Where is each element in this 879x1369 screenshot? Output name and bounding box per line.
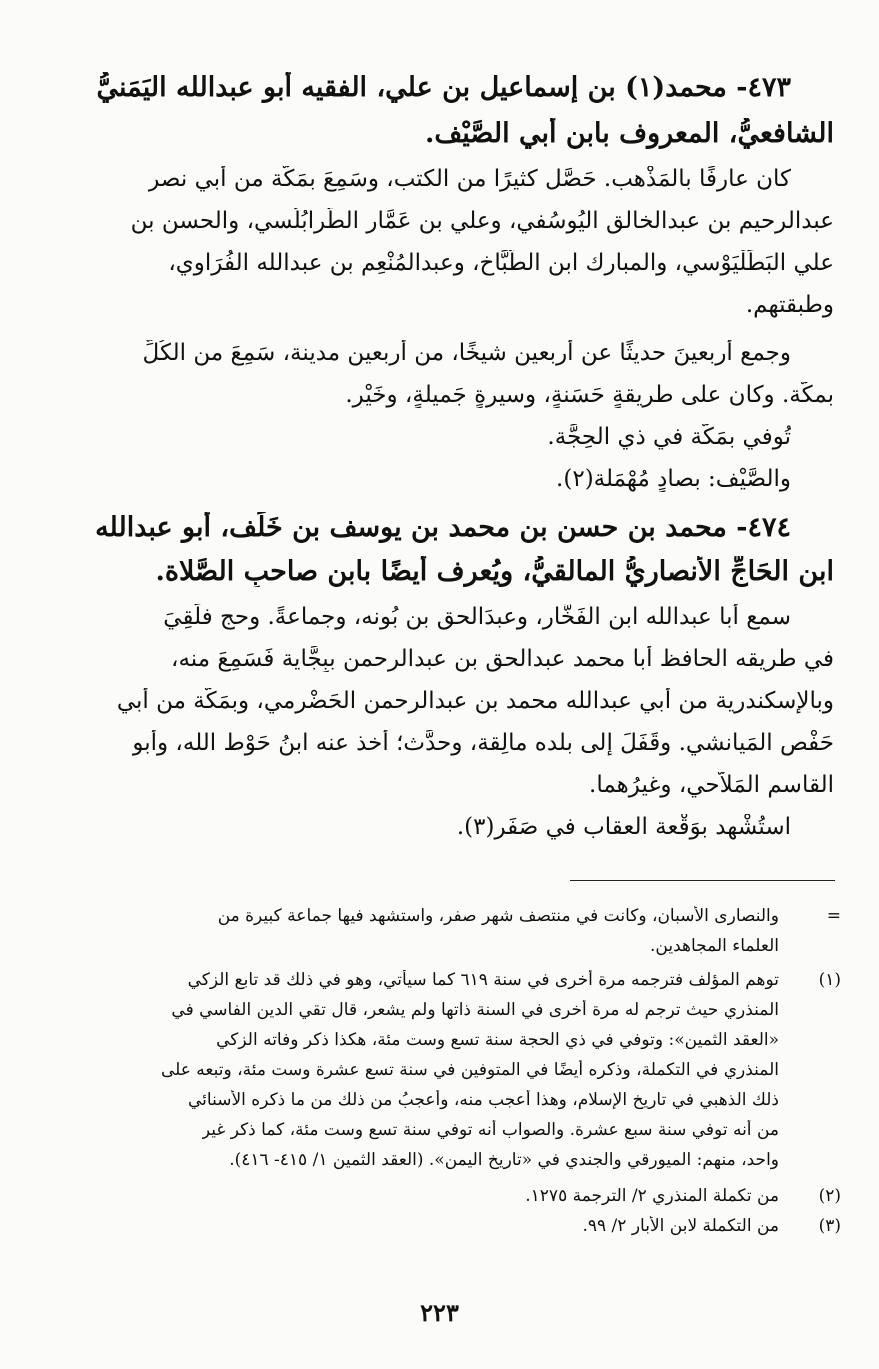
footnote-line: والنصارى الأسبان، وكانت في منتصف شهر صفر، واستشهد فيها جماعة كبيرة من xyxy=(217,906,779,926)
footnote-line: واحد، منهم: الميورقي والجندي في «تاريخ اليمن». (العقد الثمين ١/ ٤١٥- ٤١٦). xyxy=(229,1150,779,1170)
page-number: ٢٢٣ xyxy=(420,1298,459,1327)
footnote-line: ذلك الذهبي في تاريخ الإسلام، وهذا أعجب منه، وأعجبُ من ذلك من ما ذكره الأسنائي xyxy=(188,1090,779,1110)
body-line: كان عارفًا بالمَذْهب. حَصَّل كثيرًا من الكتب، وسَمِعَ بمَكَّة من أبي نصر xyxy=(148,166,791,192)
body-line: علي البَطَلْيَوْسي، والمبارك ابن الطَّبَّاخ، وعبدالمُنْعِم بن عبدالله الفُرَاوي، xyxy=(168,250,834,276)
entry-heading-line: ٤٧٣- محمد(١) بن إسماعيل بن علي، الفقيه أبو عبدالله اليَمَنيُّ xyxy=(96,72,791,103)
body-line: القاسم المَلاَّحي، وغيرُهما. xyxy=(589,772,834,798)
body-line: سمع أبا عبدالله ابن الفَخَّار، وعبدَالحق بن بُونه، وجماعةً. وحج فلَقِيَ xyxy=(163,604,791,630)
footnote-mark: (١) xyxy=(818,970,841,990)
footnote-line: المنذري في التكملة، وذكره أيضًا في المتوفين في سنة تسع عشرة وست مئة، وتبعه على xyxy=(160,1060,779,1080)
entry-heading-line: ٤٧٤- محمد بن حسن بن محمد بن يوسف بن خَلَف، أبو عبدالله xyxy=(95,512,791,543)
footnote-line: المنذري حيث ترجم له مرة أخرى في السنة ذاتها ولم يشعر، قال تقي الدين الفاسي في xyxy=(171,1000,779,1020)
body-line: والصَّيْف: بصادٍ مُهْمَلة(٢). xyxy=(556,466,791,492)
footnote-continuation-mark: = xyxy=(826,906,841,926)
entry-heading-line: ابن الحَاجِّ الأنصاريُّ المالقيُّ، ويُعرف أيضًا بابن صاحبِ الصَّلاة. xyxy=(155,556,834,587)
footnote-line: العلماء المجاهدين. xyxy=(650,936,779,956)
footnote-line: توهم المؤلف فترجمه مرة أخرى في سنة ٦١٩ كما سيأتي، وهو في ذلك قد تابع الزكي xyxy=(187,970,779,990)
body-line: حَفْص المَيانشي. وقَفَلَ إلى بلده مالِقة، وحدَّث؛ أخذ عنه ابنُ حَوْط الله، وأبو xyxy=(132,730,834,756)
entry-heading-line: الشافعيُّ، المعروف بابن أبي الصَّيْف. xyxy=(424,118,834,149)
footnote-line: من أنه توفي سنة سبع عشرة. والصواب أنه توفي سنة تسع وست مئة، كما ذكر غير xyxy=(201,1120,779,1140)
body-line: عبدالرحيم بن عبدالخالق اليُوسُفي، وعلي بن عَمَّار الطَّرابُلُسي، والحسن بن xyxy=(130,208,834,234)
body-line: وبالإسكندرية من أبي عبدالله محمد بن عبدالرحمن الحَضْرمي، وبمَكَّة من أبي xyxy=(116,688,834,714)
footnote-divider xyxy=(570,880,835,881)
footnote-line: من تكملة المنذري ٢/ الترجمة ١٢٧٥. xyxy=(525,1186,779,1206)
footnote-mark: (٣) xyxy=(818,1216,841,1236)
body-line: وطبقتهم. xyxy=(745,292,834,318)
body-line: بمكَّة. وكان على طريقةٍ حَسَنةٍ، وسيرةٍ جَميلةٍ، وخَيْرٍ. xyxy=(345,382,834,408)
body-line: وجمع أربعينَ حديثًا عن أربعين شيخًا، من أربعين مدينة، سَمِعَ من الكُلِّ xyxy=(142,340,791,366)
body-line: تُوفي بمَكَّة في ذي الحِجَّة. xyxy=(547,424,791,450)
body-line: في طريقه الحافظ أبا محمد عبدالحق بن عبدالرحمن ببِجَّاية فَسَمِعَ منه، xyxy=(171,646,834,672)
footnote-line: «العقد الثمين»: وتوفي في ذي الحجة سنة تسع وست مئة، هكذا ذكر وفاته الزكي xyxy=(216,1030,779,1050)
footnote-line: من التكملة لابن الأبار ٢/ ٩٩. xyxy=(582,1216,779,1236)
body-line: استُشْهِد بوَقْعة العقاب في صَفَر(٣). xyxy=(456,814,791,840)
footnote-mark: (٢) xyxy=(818,1186,841,1206)
